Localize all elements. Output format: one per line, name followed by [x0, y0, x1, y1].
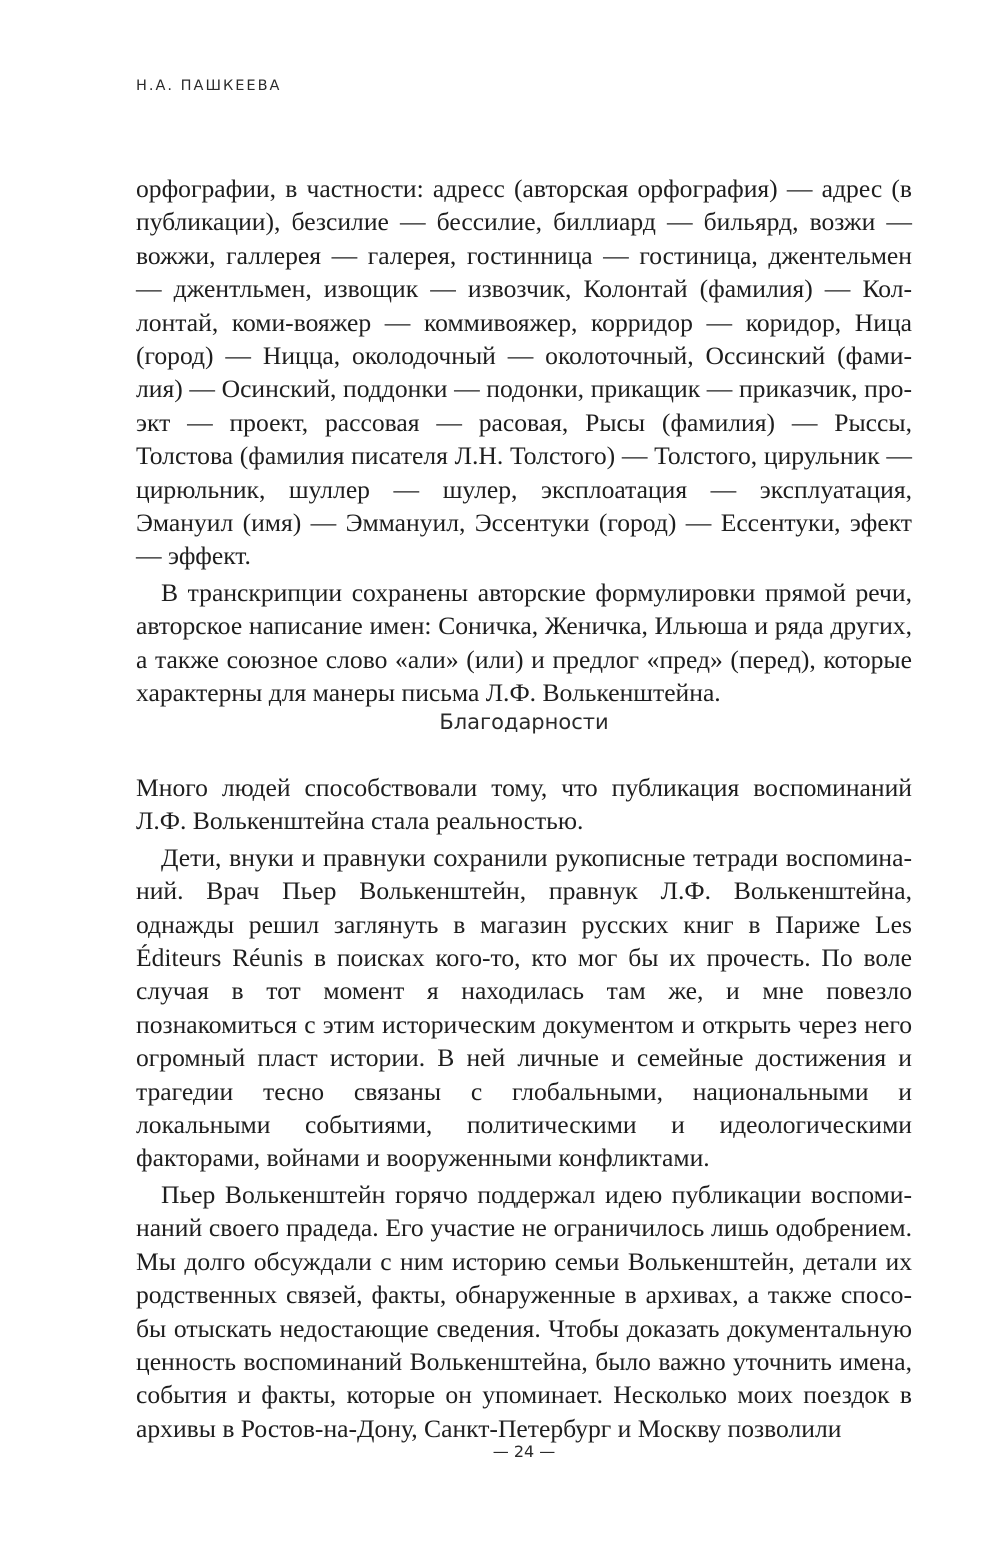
text-block-transcription-notes	[136, 172, 912, 710]
page-number: — 24 —	[492, 1442, 556, 1461]
paragraph-acknowledgements-intro: Много людей способствовали тому, что публикация воспоминаний Л.Ф. Волькенштейна стала реальностью.	[136, 773, 912, 836]
paragraph-transcription-notes: В транскрипции сохранены авторские формулировки прямой речи, авторское написание имен: Соничка, Женичка, Ильюша и ряда других, а также союзное слово «али» (или) и предлог «пред» (перед), которые характерны для манеры письма Л.Ф. Волькенштейна.	[136, 577, 912, 708]
running-head: Н.А. ПАШКЕЕВА	[136, 78, 282, 94]
paragraph-orthography-examples: орфографии, в частности: адресс (авторская орфография) — адрес (в публикации), безсилие — бессилие, биллиард — бильярд, возжи — вожжи, галлерея — галерея, гостинница — гостиница, джентельмен — джентльмен, извощик — извозчик, Колонтай (фамилия) — Коллонтай, коми-вояжер — коммивояжер, корридор — коридор, Ница (город) — Ницца, околодочный — околоточный, Оссинский (фамилия) — Осинский, поддонки — подонки, прикащик — приказчик, проэкт — проект, рассовая — расовая, Рысы (фамилия) — Рыссы, Толстова (фамилия писателя Л.Н. Толстого) — Толстого, цирульник — цирюльник, шуллер — шулер, эксплоатация — эксплуатация, Эмануил (имя) — Эммануил, Эссентуки (город) — Ессентуки, эфект — эффект.	[136, 174, 912, 571]
section-heading: Благодарности	[439, 710, 609, 734]
text-block-acknowledgements	[136, 771, 912, 1445]
paragraph-pierre-support: Пьер Волькенштейн горячо поддержал идею публикации воспоминаний своего прадеда. Его участие не ограничилось лишь одобрением. Мы долго обсуждали с ним историю семьи Волькенштейн, детали их родственных связей, факты, обнаруженные в архивах, а также способы отыскать недостающие сведения. Чтобы доказать документальную ценность воспоминаний Волькенштейна, было важно уточнить имена, события и факты, которые он упоминает. Несколько моих поездок в архивы в Ростов-на-Дону, Санкт-Петербург и Москву позволили	[136, 1179, 912, 1443]
paragraph-family-manuscripts: Дети, внуки и правнуки сохранили рукописные тетради воспоминаний. Врач Пьер Волькенштейн, правнук Л.Ф. Волькенштейна, однажды решил заглянуть в магазин русских книг в Париже Les Éditeurs Réunis в поисках кого-то, кто мог бы их прочесть. По воле случая в тот момент я находилась там же, и мне повезло познакомиться с этим историческим документом и открыть через него огромный пласт истории. В ней личные и семейные достижения и трагедии тесно связаны с глобальными, национальными и локальными событиями, политическими и идеологическими факторами, войнами и вооруженными конфликтами.	[136, 842, 912, 1173]
